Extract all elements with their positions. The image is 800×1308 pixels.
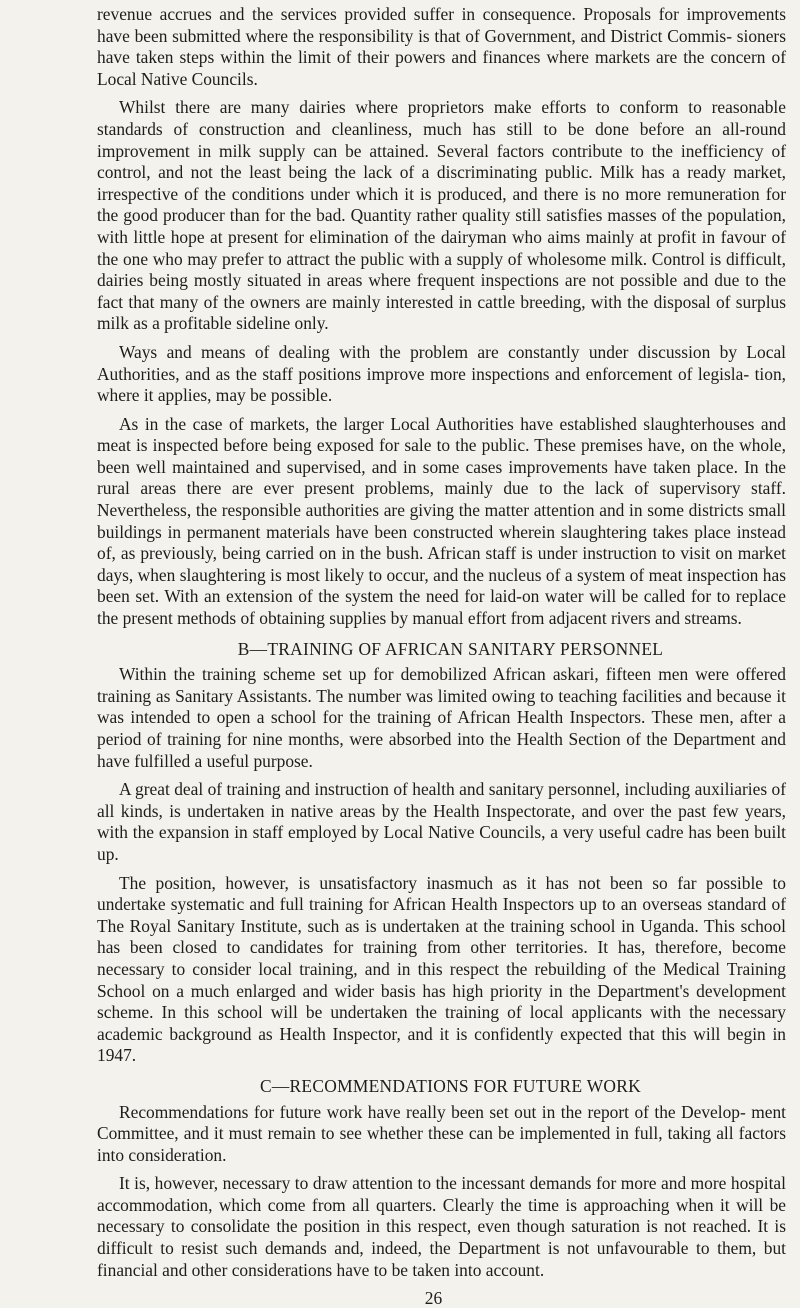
section-heading-training: B—TRAINING OF AFRICAN SANITARY PERSONNEL — [237, 638, 664, 659]
page-number: 26 — [424, 1288, 443, 1308]
paragraph-hospital-accommodation: It is, however, necessary to draw attention to the incessant demands for more and more hospital accommodation, which come from all quarters. Clearly the time is approaching when it will be necessary to consolidate the position in this respect, even though saturation is not reached. It is difficult to resist such demands and, indeed, the Department is not unfavourable to them, but financial and other considerations have to be taken into account. — [97, 1173, 786, 1280]
paragraph-dairies: Whilst there are many dairies where proprietors make efforts to conform to reasonable standards of construction and cleanliness, much has still to be done before an all-round improvement in milk supply can be attained. Several factors contribute to the inefficiency of control, and not the least being the lack of a discriminating public. Milk has a ready market, irrespective of the conditions under which it is produced, and there is no more remuneration for the good producer than for the bad. Quantity rather quality still satisfies masses of the population, with little hope at present for elimination of the dairyman who aims mainly at profit in favour of the one who may prefer to attract the public with a supply of wholesome milk. Control is difficult, dairies being mostly situated in areas where frequent inspections are not possible and due to the fact that many of the owners are mainly interested in cattle breeding, with the disposal of surplus milk as a profitable sideline only. — [97, 97, 786, 334]
section-heading-recommendations: C—RECOMMENDATIONS FOR FUTURE WORK — [259, 1075, 642, 1096]
paragraph-markets-continued: revenue accrues and the services provided suffer in consequence. Proposals for improvements have been submitted where the responsibility is that of Government, and District Commis- sioners have taken steps within the limit of their powers and finances where markets are the concern of Local Native Councils. — [97, 4, 786, 89]
paragraph-slaughterhouses: As in the case of markets, the larger Local Authorities have established slaughterhouses and meat is inspected before being exposed for sale to the public. These premises have, on the whole, been well maintained and supervised, and in some cases improvements have taken place. In the rural areas there are ever present problems, mainly due to the lack of supervisory staff. Nevertheless, the responsible authorities are giving the matter attention and in some districts small buildings in permanent materials have been constructed wherein slaughtering takes place instead of, as previously, being carried on in the bush. African staff is under instruction to visit on market days, when slaughtering is most likely to occur, and the nucleus of a system of meat inspection has been set. With an extension of the system the need for laid-on water will be called for to replace the present methods of obtaining supplies by manual effort from adjacent rivers and streams. — [97, 413, 786, 629]
paragraph-position-unsatisfactory: The position, however, is unsatisfactory inasmuch as it has not been so far possible to undertake systematic and full training for African Health Inspectors up to an overseas standard of The Royal Sanitary Institute, such as is undertaken at the training school in Uganda. This school has been closed to candidates for training from other territories. It has, therefore, become necessary to consider local training, and in this respect the rebuilding of the Medical Training School on a much enlarged and wider basis has high priority in the Department's development scheme. In this school will be undertaken the training of local applicants with the necessary academic background as Health Inspector, and it is confidently expected that this will begin in 1947. — [97, 872, 786, 1066]
paragraph-health-inspectorate: A great deal of training and instruction of health and sanitary personnel, including auxiliaries of all kinds, is undertaken in native areas by the Health Inspectorate, and over the past few years, with the expansion in staff employed by Local Native Councils, a very useful cadre has been built up. — [97, 779, 786, 864]
paragraph-recommendations: Recommendations for future work have really been set out in the report of the Develop- ment Committee, and it must remain to see whether these can be implemented in full, taking all factors into consideration. — [97, 1101, 786, 1165]
paragraph-training-scheme: Within the training scheme set up for demobilized African askari, fifteen men were offered training as Sanitary Assistants. The number was limited owing to teaching facilities and because it was intended to open a school for the training of African Health Inspectors. These men, after a period of training for nine months, were absorbed into the Health Section of the Department and have fulfilled a useful purpose. — [97, 664, 786, 771]
paragraph-ways-and-means: Ways and means of dealing with the problem are constantly under discussion by Local Authorities, and as the staff positions improve more inspections and enforcement of legisla- tion, where it applies, may be possible. — [97, 341, 786, 406]
